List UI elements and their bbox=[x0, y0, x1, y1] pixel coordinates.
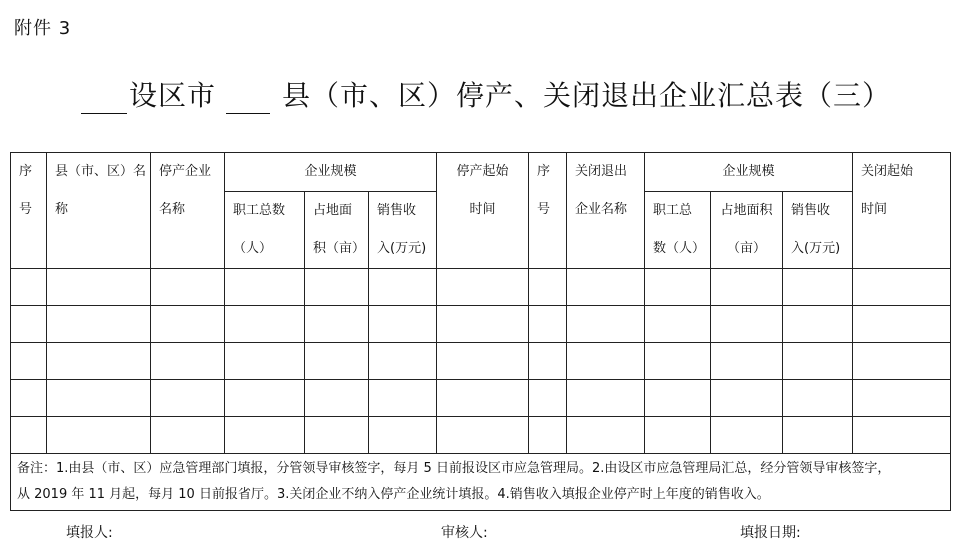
table-cell[interactable] bbox=[305, 343, 369, 380]
table-cell[interactable] bbox=[151, 380, 225, 417]
table-cell[interactable] bbox=[151, 343, 225, 380]
summary-table bbox=[10, 152, 951, 511]
page-title bbox=[0, 74, 972, 114]
table-cell[interactable] bbox=[369, 306, 437, 343]
table-row bbox=[11, 380, 951, 417]
table-cell[interactable] bbox=[529, 269, 567, 306]
table-cell[interactable] bbox=[853, 380, 951, 417]
table-cell[interactable] bbox=[225, 417, 305, 454]
header-employees-b: 职工总 数（人） bbox=[645, 192, 711, 269]
table-cell[interactable] bbox=[11, 343, 47, 380]
note-line-1: 备注：1.由县（市、区）应急管理部门填报，分管领导审核签字，每月 5 日前报设区市应急管理局。2.由设区市应急管理局汇总，经分管领导审核签字， bbox=[17, 461, 891, 476]
table-cell[interactable] bbox=[225, 306, 305, 343]
table-cell[interactable] bbox=[47, 380, 151, 417]
table-cell[interactable] bbox=[437, 417, 529, 454]
table-cell[interactable] bbox=[711, 306, 783, 343]
table-cell[interactable] bbox=[529, 343, 567, 380]
header-scale-a: 企业规模 bbox=[225, 153, 437, 192]
table-cell[interactable] bbox=[437, 380, 529, 417]
table-cell[interactable] bbox=[783, 343, 853, 380]
table-cell[interactable] bbox=[305, 306, 369, 343]
table-cell[interactable] bbox=[783, 380, 853, 417]
table-cell[interactable] bbox=[437, 343, 529, 380]
table-cell[interactable] bbox=[305, 417, 369, 454]
note-row bbox=[11, 454, 951, 511]
header-scale-b: 企业规模 bbox=[645, 153, 853, 192]
table-cell[interactable] bbox=[305, 380, 369, 417]
table-cell[interactable] bbox=[369, 417, 437, 454]
table-cell[interactable] bbox=[225, 380, 305, 417]
table-cell[interactable] bbox=[783, 306, 853, 343]
fill-date-label: 填报日期: bbox=[740, 525, 801, 541]
table-cell[interactable] bbox=[783, 269, 853, 306]
header-employees-a: 职工总数 （人） bbox=[225, 192, 305, 269]
title-part-1: 设区市 bbox=[128, 79, 216, 112]
attachment-label: 附件 3 bbox=[14, 18, 72, 39]
table-cell[interactable] bbox=[645, 380, 711, 417]
header-stop-start: 停产起始 时间 bbox=[437, 153, 529, 269]
header-land-a: 占地面 积（亩） bbox=[305, 192, 369, 269]
table-cell[interactable] bbox=[305, 269, 369, 306]
header-land-b: 占地面积 （亩） bbox=[711, 192, 783, 269]
table-cell[interactable] bbox=[853, 417, 951, 454]
header-seq-b: 序 号 bbox=[529, 153, 567, 269]
table-cell[interactable] bbox=[853, 343, 951, 380]
table-cell[interactable] bbox=[567, 343, 645, 380]
table-cell[interactable] bbox=[711, 343, 783, 380]
table-cell[interactable] bbox=[645, 306, 711, 343]
table-cell[interactable] bbox=[783, 417, 853, 454]
table-cell[interactable] bbox=[853, 306, 951, 343]
table-cell[interactable] bbox=[47, 343, 151, 380]
table-cell[interactable] bbox=[567, 417, 645, 454]
header-stopped-name: 停产企业 名称 bbox=[151, 153, 225, 269]
table-cell[interactable] bbox=[11, 269, 47, 306]
header-closed-name: 关闭退出 企业名称 bbox=[567, 153, 645, 269]
table-cell[interactable] bbox=[151, 269, 225, 306]
table-cell[interactable] bbox=[225, 343, 305, 380]
table-row bbox=[11, 306, 951, 343]
table-cell[interactable] bbox=[853, 269, 951, 306]
table-cell[interactable] bbox=[151, 417, 225, 454]
table-cell[interactable] bbox=[711, 380, 783, 417]
table-cell[interactable] bbox=[369, 269, 437, 306]
table-row bbox=[11, 417, 951, 454]
table-cell[interactable] bbox=[437, 306, 529, 343]
header-county: 县（市、区）名 称 bbox=[47, 153, 151, 269]
header-close-start: 关闭起始 时间 bbox=[853, 153, 951, 269]
header-seq-a: 序 号 bbox=[11, 153, 47, 269]
table-cell[interactable] bbox=[529, 380, 567, 417]
table-row bbox=[11, 343, 951, 380]
table-cell[interactable] bbox=[645, 417, 711, 454]
table-cell[interactable] bbox=[369, 380, 437, 417]
table-cell[interactable] bbox=[529, 417, 567, 454]
table-cell[interactable] bbox=[11, 417, 47, 454]
city-blank bbox=[81, 87, 127, 114]
table-cell[interactable] bbox=[47, 269, 151, 306]
note-line-2: 从 2019 年 11 月起，每月 10 日前报省厅。3.关闭企业不纳入停产企业统计填报。4.销售收入填报企业停产时上年度的销售收入。 bbox=[17, 487, 770, 502]
table-cell[interactable] bbox=[47, 306, 151, 343]
note-cell bbox=[11, 454, 951, 511]
table-cell[interactable] bbox=[151, 306, 225, 343]
table-cell[interactable] bbox=[645, 343, 711, 380]
table-cell[interactable] bbox=[567, 306, 645, 343]
header-sales-a: 销售收 入(万元) bbox=[369, 192, 437, 269]
table-cell[interactable] bbox=[369, 343, 437, 380]
table-cell[interactable] bbox=[567, 269, 645, 306]
table-cell[interactable] bbox=[645, 269, 711, 306]
table-cell[interactable] bbox=[225, 269, 305, 306]
table-cell[interactable] bbox=[529, 306, 567, 343]
reviewer-label: 审核人: bbox=[441, 525, 488, 541]
header-sales-b: 销售收 入(万元) bbox=[783, 192, 853, 269]
table-cell[interactable] bbox=[437, 269, 529, 306]
table-cell[interactable] bbox=[11, 306, 47, 343]
table-cell[interactable] bbox=[47, 417, 151, 454]
table-cell[interactable] bbox=[711, 417, 783, 454]
table-cell[interactable] bbox=[567, 380, 645, 417]
table-cell[interactable] bbox=[11, 380, 47, 417]
table-row bbox=[11, 269, 951, 306]
county-blank bbox=[226, 87, 270, 114]
table-cell[interactable] bbox=[711, 269, 783, 306]
header-row-1 bbox=[11, 153, 951, 192]
filler-label: 填报人: bbox=[66, 525, 113, 541]
title-part-2: 县（市、区）停产、关闭退出企业汇总表（三） bbox=[282, 79, 892, 112]
